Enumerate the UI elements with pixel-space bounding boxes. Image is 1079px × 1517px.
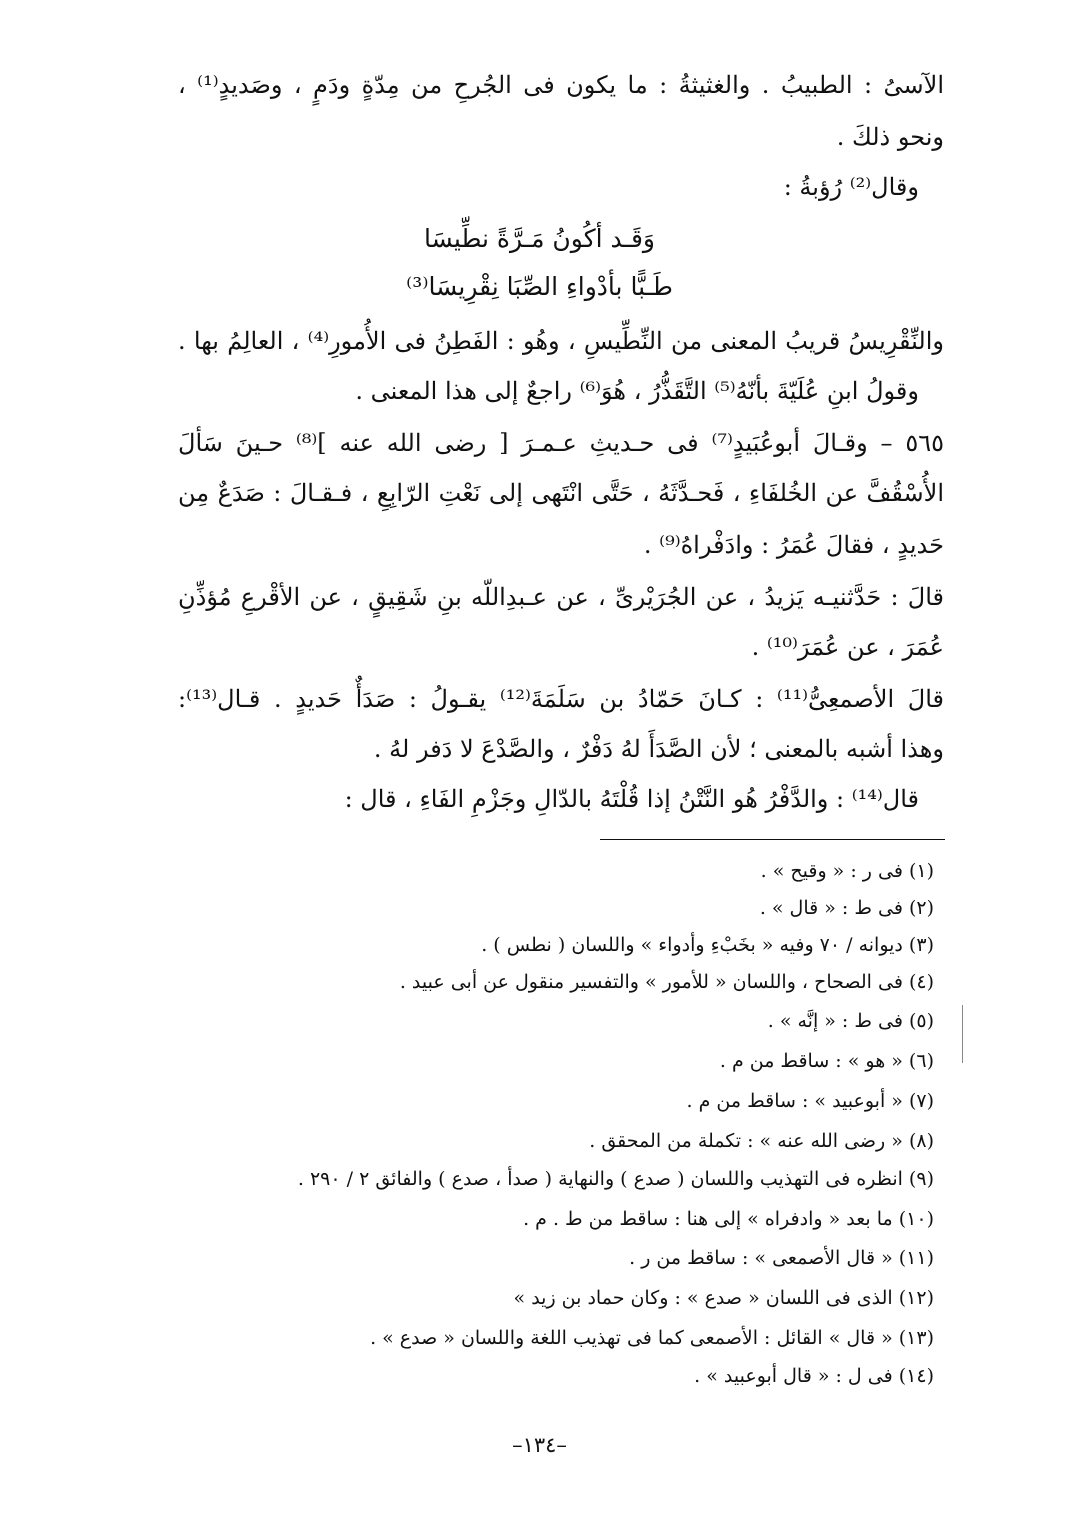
- text-line: قالَ : حَدَّثنيـه يَزيدُ ، عن الجُرَيْرىِّ ، عن عـبدِاللّه بنِ شَقِيقٍ ، عن الأقْرعِ مُؤذِّنِ: [178, 583, 944, 611]
- text-line: ونحو ذلكَ .: [836, 123, 944, 151]
- footnote: (١١) « قال الأصمعى » : ساقط من ر .: [629, 1247, 934, 1269]
- text-line: والنِّقْرِيسُ قريبُ المعنى من النِّطِّيسِ ، وهُو : الفَطِنُ فى الأُمورِ⁽⁴⁾ ، العالِمُ بها .: [178, 327, 944, 355]
- footnote: (٤) فى الصحاح ، واللسان « للأمور » والتفسير منقول عن أبى عبيد .: [399, 971, 934, 993]
- text-line: عُمَرَ ، عن عُمَرَ⁽¹⁰⁾ .: [751, 633, 944, 661]
- text-line: وقال⁽²⁾ رُؤبةُ :: [783, 173, 919, 201]
- footnote: (١٤) فى ل : « قال أبوعبيد » .: [694, 1365, 934, 1387]
- verse-line: وَقَـد أكُونُ مَـرَّةً نطِّيسَا: [424, 224, 655, 253]
- footnote: (٧) « أبوعبيد » : ساقط من م .: [686, 1090, 934, 1112]
- footnote: (٢) فى ط : « قال » .: [759, 897, 934, 919]
- verse-line: طَـبًّا بأدْواءِ الصِّبَا نِقْرِيسَا⁽³⁾: [406, 272, 673, 301]
- footnote: (١٠) ما بعد « وادفراه » إلى هنا : ساقط من ط . م .: [523, 1208, 934, 1230]
- text-line: وهذا أشبه بالمعنى ؛ لأن الصَّدَأَ لهُ دَفْرٌ ، والصَّدْعَ لا دَفر لهُ .: [373, 735, 944, 763]
- scan-mark: [962, 1005, 963, 1063]
- text-line: حَديدٍ ، فقالَ عُمَرُ : وادَفْراهُ⁽⁹⁾ .: [643, 531, 944, 559]
- footnote: (٩) انظره فى التهذيب واللسان ( صدع ) والنهاية ( صدأ ، صدع ) والفائق ٢ / ٢٩٠ .: [297, 1168, 934, 1190]
- text-line: الآسىُ : الطبيبُ . والغثيثةُ : ما يكون فى الجُرحِ من مِدّةٍ ودَمٍ ، وصَديدٍ⁽¹⁾ ،: [178, 71, 944, 99]
- text-line: الأُسْقُفَّ عن الخُلفَاءِ ، فَحـدَّثَهُ ، حَتَّى انْتَهى إلى نَعْتِ الرّابِعِ ، فـقـالَ : صَدَعٌ مِن: [178, 479, 944, 507]
- footnote: (١٢) الذى فى اللسان « صدع » : وكان حماد بن زيد »: [513, 1287, 934, 1309]
- footnote: (٣) ديوانه / ٧٠ وفيه « بخَبْءِ وأدواء » واللسان ( نطس ) .: [481, 934, 934, 956]
- footnote: (٨) « رضى الله عنه » : تكملة من المحقق .: [589, 1130, 934, 1152]
- footnote-separator: [600, 839, 945, 840]
- text-line: وقولُ ابنِ عُلَيّةَ بأنّهُ⁽⁵⁾ التَّقَذُّرُ ، هُوَ⁽⁶⁾ راجعٌ إلى هذا المعنى .: [355, 377, 919, 405]
- text-line: ٥٦٥ – وقـالَ أبوعُبَيدٍ⁽⁷⁾ فى حـديثِ عـمـرَ [ رضى الله عنه ]⁽⁸⁾ حـينَ سَألَ: [178, 429, 944, 457]
- page-number: –١٣٤–: [512, 1433, 567, 1457]
- text-line: قال⁽¹⁴⁾ : والدَّفْرُ هُو النَّتْنُ إذا قُلْتَهُ بالدّالِ وجَزْمِ الفَاءِ ، قال :: [344, 785, 919, 813]
- footnote: (١) فى ر : « وقيح » .: [760, 860, 934, 882]
- text-line: قالَ الأصمعِىُّ⁽¹¹⁾ : كـانَ حَمّادُ بن سَلَمَةَ⁽¹²⁾ يقـولُ : صَدَأٌ حَديدٍ . قـال⁽¹³⁾:: [178, 685, 945, 713]
- footnote: (٦) « هو » : ساقط من م .: [719, 1050, 934, 1072]
- footnote: (٥) فى ط : « إنَّه » .: [767, 1010, 934, 1032]
- footnote: (١٣) « قال » القائل : الأصمعى كما فى تهذيب اللغة واللسان « صدع » .: [370, 1327, 934, 1349]
